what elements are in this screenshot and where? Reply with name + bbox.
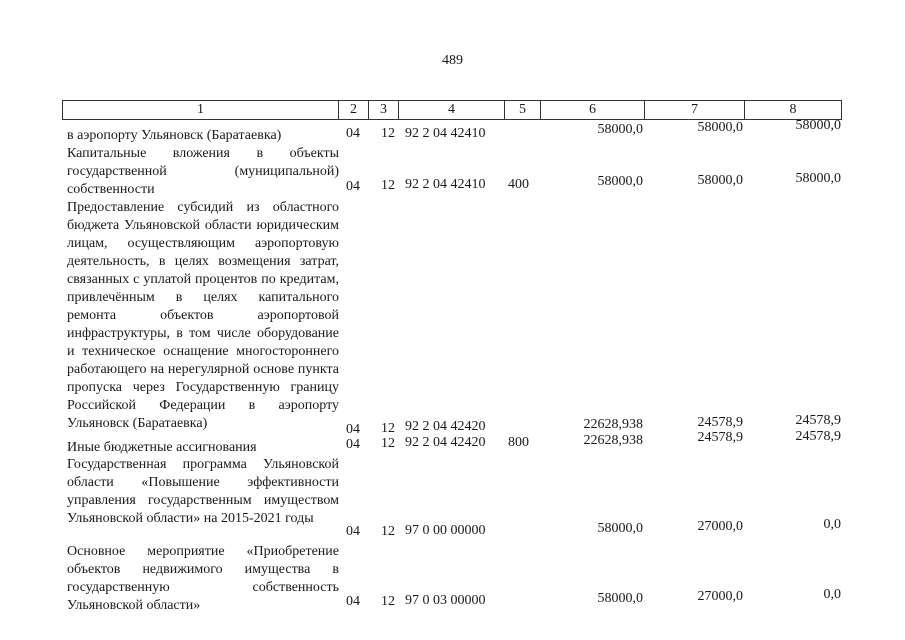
row-description: в аэропорту Ульяновск (Баратаевка) bbox=[67, 128, 282, 143]
cell-amount-6: 58000,0 bbox=[597, 591, 643, 606]
row-description: Основное мероприятие «Приобретение объектов недвижимого имущества в государственную собственность Ульяновской области» bbox=[67, 544, 339, 613]
cell-target-code: 92 2 04 42410 bbox=[405, 177, 486, 192]
cell-expense-type: 800 bbox=[508, 435, 529, 450]
column-header-6: 6 bbox=[541, 101, 645, 119]
cell-amount-7: 58000,0 bbox=[697, 173, 743, 188]
cell-amount-6: 22628,938 bbox=[583, 417, 643, 432]
column-header-1: 1 bbox=[63, 101, 339, 119]
cell-section: 04 bbox=[346, 422, 360, 437]
row-description: Предоставление субсидий из областного бюджета Ульяновской области юридическим лицам, осуществляющим аэропортовую деятельность, в целях возмещения затрат, связанных с уплатой процентов по кредитам, привлечённым в целях капитального ремонта объектов аэропортовой инфраструктуры, в том числе оборудование и техническое оснащение многостороннего работающего на нерегулярной основе пункта пропуска через Государственную границу Российской Федерации в аэропорту Ульяновск (Баратаевка) bbox=[67, 200, 339, 431]
cell-subsection: 12 bbox=[381, 594, 395, 609]
table-header bbox=[62, 100, 842, 120]
cell-amount-8: 24578,9 bbox=[795, 413, 841, 428]
cell-expense-type: 400 bbox=[508, 177, 529, 192]
cell-target-code: 92 2 04 42410 bbox=[405, 126, 486, 141]
column-header-7: 7 bbox=[645, 101, 745, 119]
cell-amount-8: 58000,0 bbox=[795, 171, 841, 186]
cell-amount-7: 27000,0 bbox=[697, 589, 743, 604]
cell-target-code: 92 2 04 42420 bbox=[405, 419, 486, 434]
cell-section: 04 bbox=[346, 524, 360, 539]
cell-section: 04 bbox=[346, 594, 360, 609]
cell-subsection: 12 bbox=[381, 436, 395, 451]
row-description: Иные бюджетные ассигнования bbox=[67, 440, 257, 455]
column-header-3: 3 bbox=[369, 101, 399, 119]
cell-subsection: 12 bbox=[381, 126, 395, 141]
cell-target-code: 97 0 03 00000 bbox=[405, 593, 486, 608]
cell-amount-8: 0,0 bbox=[823, 587, 841, 602]
cell-subsection: 12 bbox=[381, 421, 395, 436]
cell-amount-6: 58000,0 bbox=[597, 521, 643, 536]
cell-amount-6: 58000,0 bbox=[597, 174, 643, 189]
row-description: Капитальные вложения в объекты государственной (муниципальной) собственности bbox=[67, 146, 339, 197]
column-header-8: 8 bbox=[789, 102, 797, 117]
cell-amount-6: 58000,0 bbox=[597, 122, 643, 137]
cell-amount-7: 27000,0 bbox=[697, 519, 743, 534]
cell-section: 04 bbox=[346, 179, 360, 194]
cell-amount-8: 58000,0 bbox=[795, 118, 841, 133]
cell-target-code: 97 0 00 00000 bbox=[405, 523, 486, 538]
cell-target-code: 92 2 04 42420 bbox=[405, 435, 486, 450]
column-header-2: 2 bbox=[339, 101, 369, 119]
cell-section: 04 bbox=[346, 126, 360, 141]
cell-amount-8: 24578,9 bbox=[795, 429, 841, 444]
page-number: 489 bbox=[442, 53, 463, 68]
cell-amount-7: 58000,0 bbox=[697, 120, 743, 135]
cell-subsection: 12 bbox=[381, 178, 395, 193]
cell-amount-8: 0,0 bbox=[823, 517, 841, 532]
cell-amount-6: 22628,938 bbox=[583, 433, 643, 448]
cell-amount-7: 24578,9 bbox=[697, 415, 743, 430]
cell-subsection: 12 bbox=[381, 524, 395, 539]
cell-section: 04 bbox=[346, 437, 360, 452]
row-description: Государственная программа Ульяновской области «Повышение эффективности управления государственным имуществом Ульяновской области» на 2015-2021 годы bbox=[67, 457, 339, 526]
column-header-5: 5 bbox=[505, 101, 541, 119]
column-header-4: 4 bbox=[399, 101, 505, 119]
cell-amount-7: 24578,9 bbox=[697, 430, 743, 445]
